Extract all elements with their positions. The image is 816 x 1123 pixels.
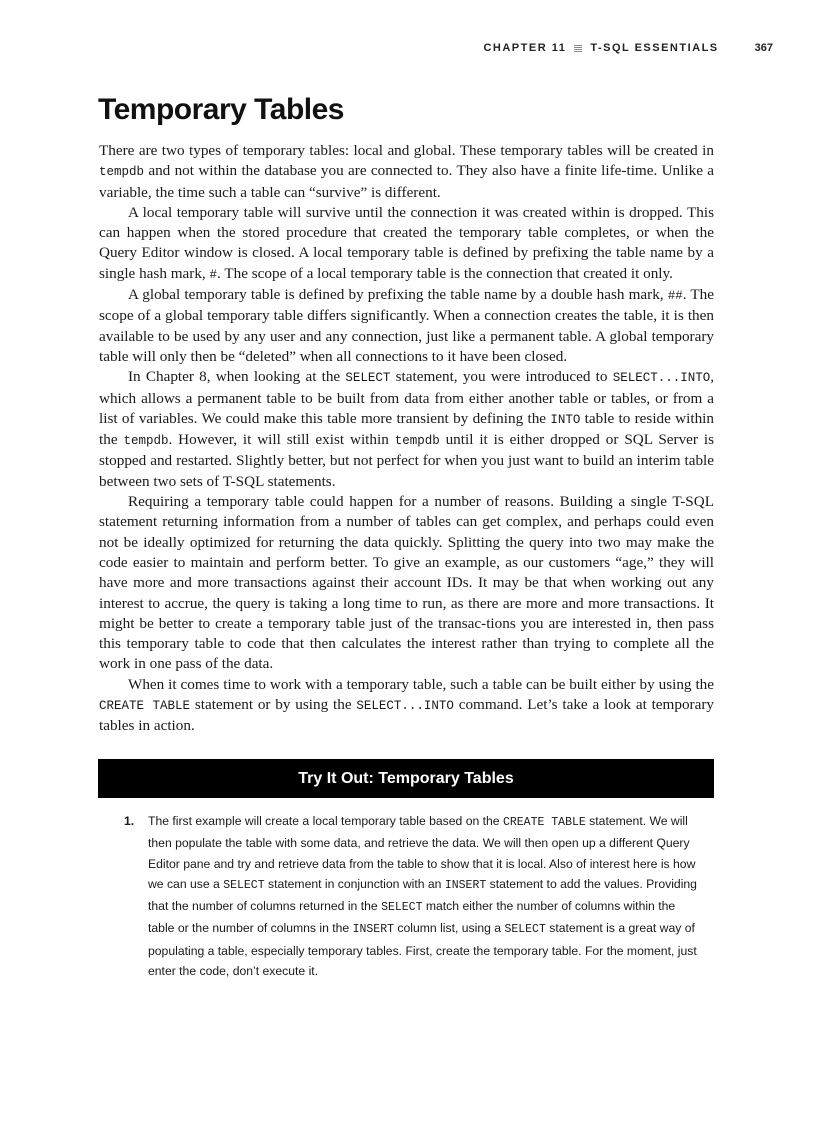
inline-code: INSERT	[352, 923, 395, 937]
inline-code: tempdb	[99, 165, 145, 180]
inline-code: tempdb	[123, 434, 169, 449]
running-head	[483, 42, 773, 54]
step-number: 1.	[124, 814, 135, 828]
inline-code: tempdb	[394, 434, 440, 449]
list-item	[124, 811, 698, 981]
separator-icon	[574, 44, 582, 52]
page-number: 367	[754, 42, 773, 54]
step-text: The first example will create a local temporary table based on the CREATE TABLE statement. We will then populate the table with some data, and retrieve the data. We will then open up a different Query Editor pane and try and retrieve data from the table to show that it is local. Also of interest here is how we can use a SELECT statement in conjunction with an INSERT statement to add the values. Providing that the number of columns returned in the SELECT match either the number of columns within the table or the number of columns in the INSERT column list, using a SELECT statement is a great way of populating a table, especially temporary tables. First, create the temporary table. For the moment, just enter the code, don’t execute it.	[148, 814, 697, 979]
inline-code: SELECT...INTO	[612, 371, 711, 386]
paragraph: In Chapter 8, when looking at the SELECT statement, you were introduced to SELECT...INTO, which allows a permanent table to be built from data from either another table or tables, or from a list of variables. We could make this table more transient by defining the INTO table to reside within the tempdb. However, it will still exist within tempdb until it is either dropped or SQL Server is stopped and restarted. Slightly better, but not perfect for when you just want to build an interim table between two sets of T-SQL statements.	[99, 368, 715, 490]
paragraph: A global temporary table is defined by prefixing the table name by a double hash mark, ##. The scope of a global temporary table differs significantly. When a connection creates the table, it is then available to be used by any user and any connection, just like a permanent table. A global temporary table will only then be “deleted” when all connections to it have been closed.	[99, 286, 715, 365]
paragraph: Requiring a temporary table could happen for a number of reasons. Building a single T-SQL statement returning information from a number of tables can get complex, and perhaps could even not be ideally optimized for returning the data quickly. Splitting the query into two may make the code easier to maintain and perform better. To give an example, as our customers “age,” they will have more and more transactions against their account IDs. It may be that when working out any interest to accrue, the query is taking a long time to run, as there are more and more transactions. It might be better to create a temporary table just of the transac-tions you are interested in, then pass this temporary table to code that then calculates the interest rather than trying to complete all the work in one pass of the data.	[99, 493, 714, 673]
body-text	[99, 141, 714, 737]
inline-code: SELECT	[345, 371, 391, 386]
steps-list	[124, 811, 698, 981]
inline-code: INSERT	[444, 878, 487, 892]
section-heading: Temporary Tables	[98, 93, 344, 126]
paragraph: When it comes time to work with a temporary table, such a table can be built either by using the CREATE TABLE statement or by using the SELECT...INTO command. Let’s take a look at temporary tables in action.	[99, 675, 715, 735]
paragraph: There are two types of temporary tables: local and global. These temporary tables will be created in tempdb and not within the database you are connected to. They also have a finite life-time. Unlike a variable, the time such a table can “survive” is different.	[99, 142, 714, 201]
inline-code: CREATE TABLE	[502, 816, 586, 829]
try-it-out-title: Try It Out: Temporary Tables	[298, 769, 514, 787]
inline-code: SELECT	[223, 878, 265, 892]
inline-code: CREATE TABLE	[99, 699, 191, 714]
try-it-out-banner	[98, 759, 714, 798]
inline-code: SELECT	[504, 923, 546, 937]
inline-code: SELECT...INTO	[356, 699, 454, 714]
inline-code: SELECT	[381, 901, 423, 915]
paragraph: A local temporary table will survive until the connection it was created within is dropped. This can happen when the stored procedure that created the temporary table completes, or when the Query Editor window is closed. A local temporary table is defined by prefixing the table name by a single hash mark, #. The scope of a local temporary table is the connection that created it only.	[99, 203, 714, 282]
section-label: T-SQL ESSENTIALS	[590, 42, 719, 54]
chapter-label: CHAPTER 11	[483, 42, 567, 54]
inline-code: #	[209, 267, 218, 282]
inline-code: ##	[667, 289, 683, 304]
inline-code: INTO	[550, 412, 581, 427]
